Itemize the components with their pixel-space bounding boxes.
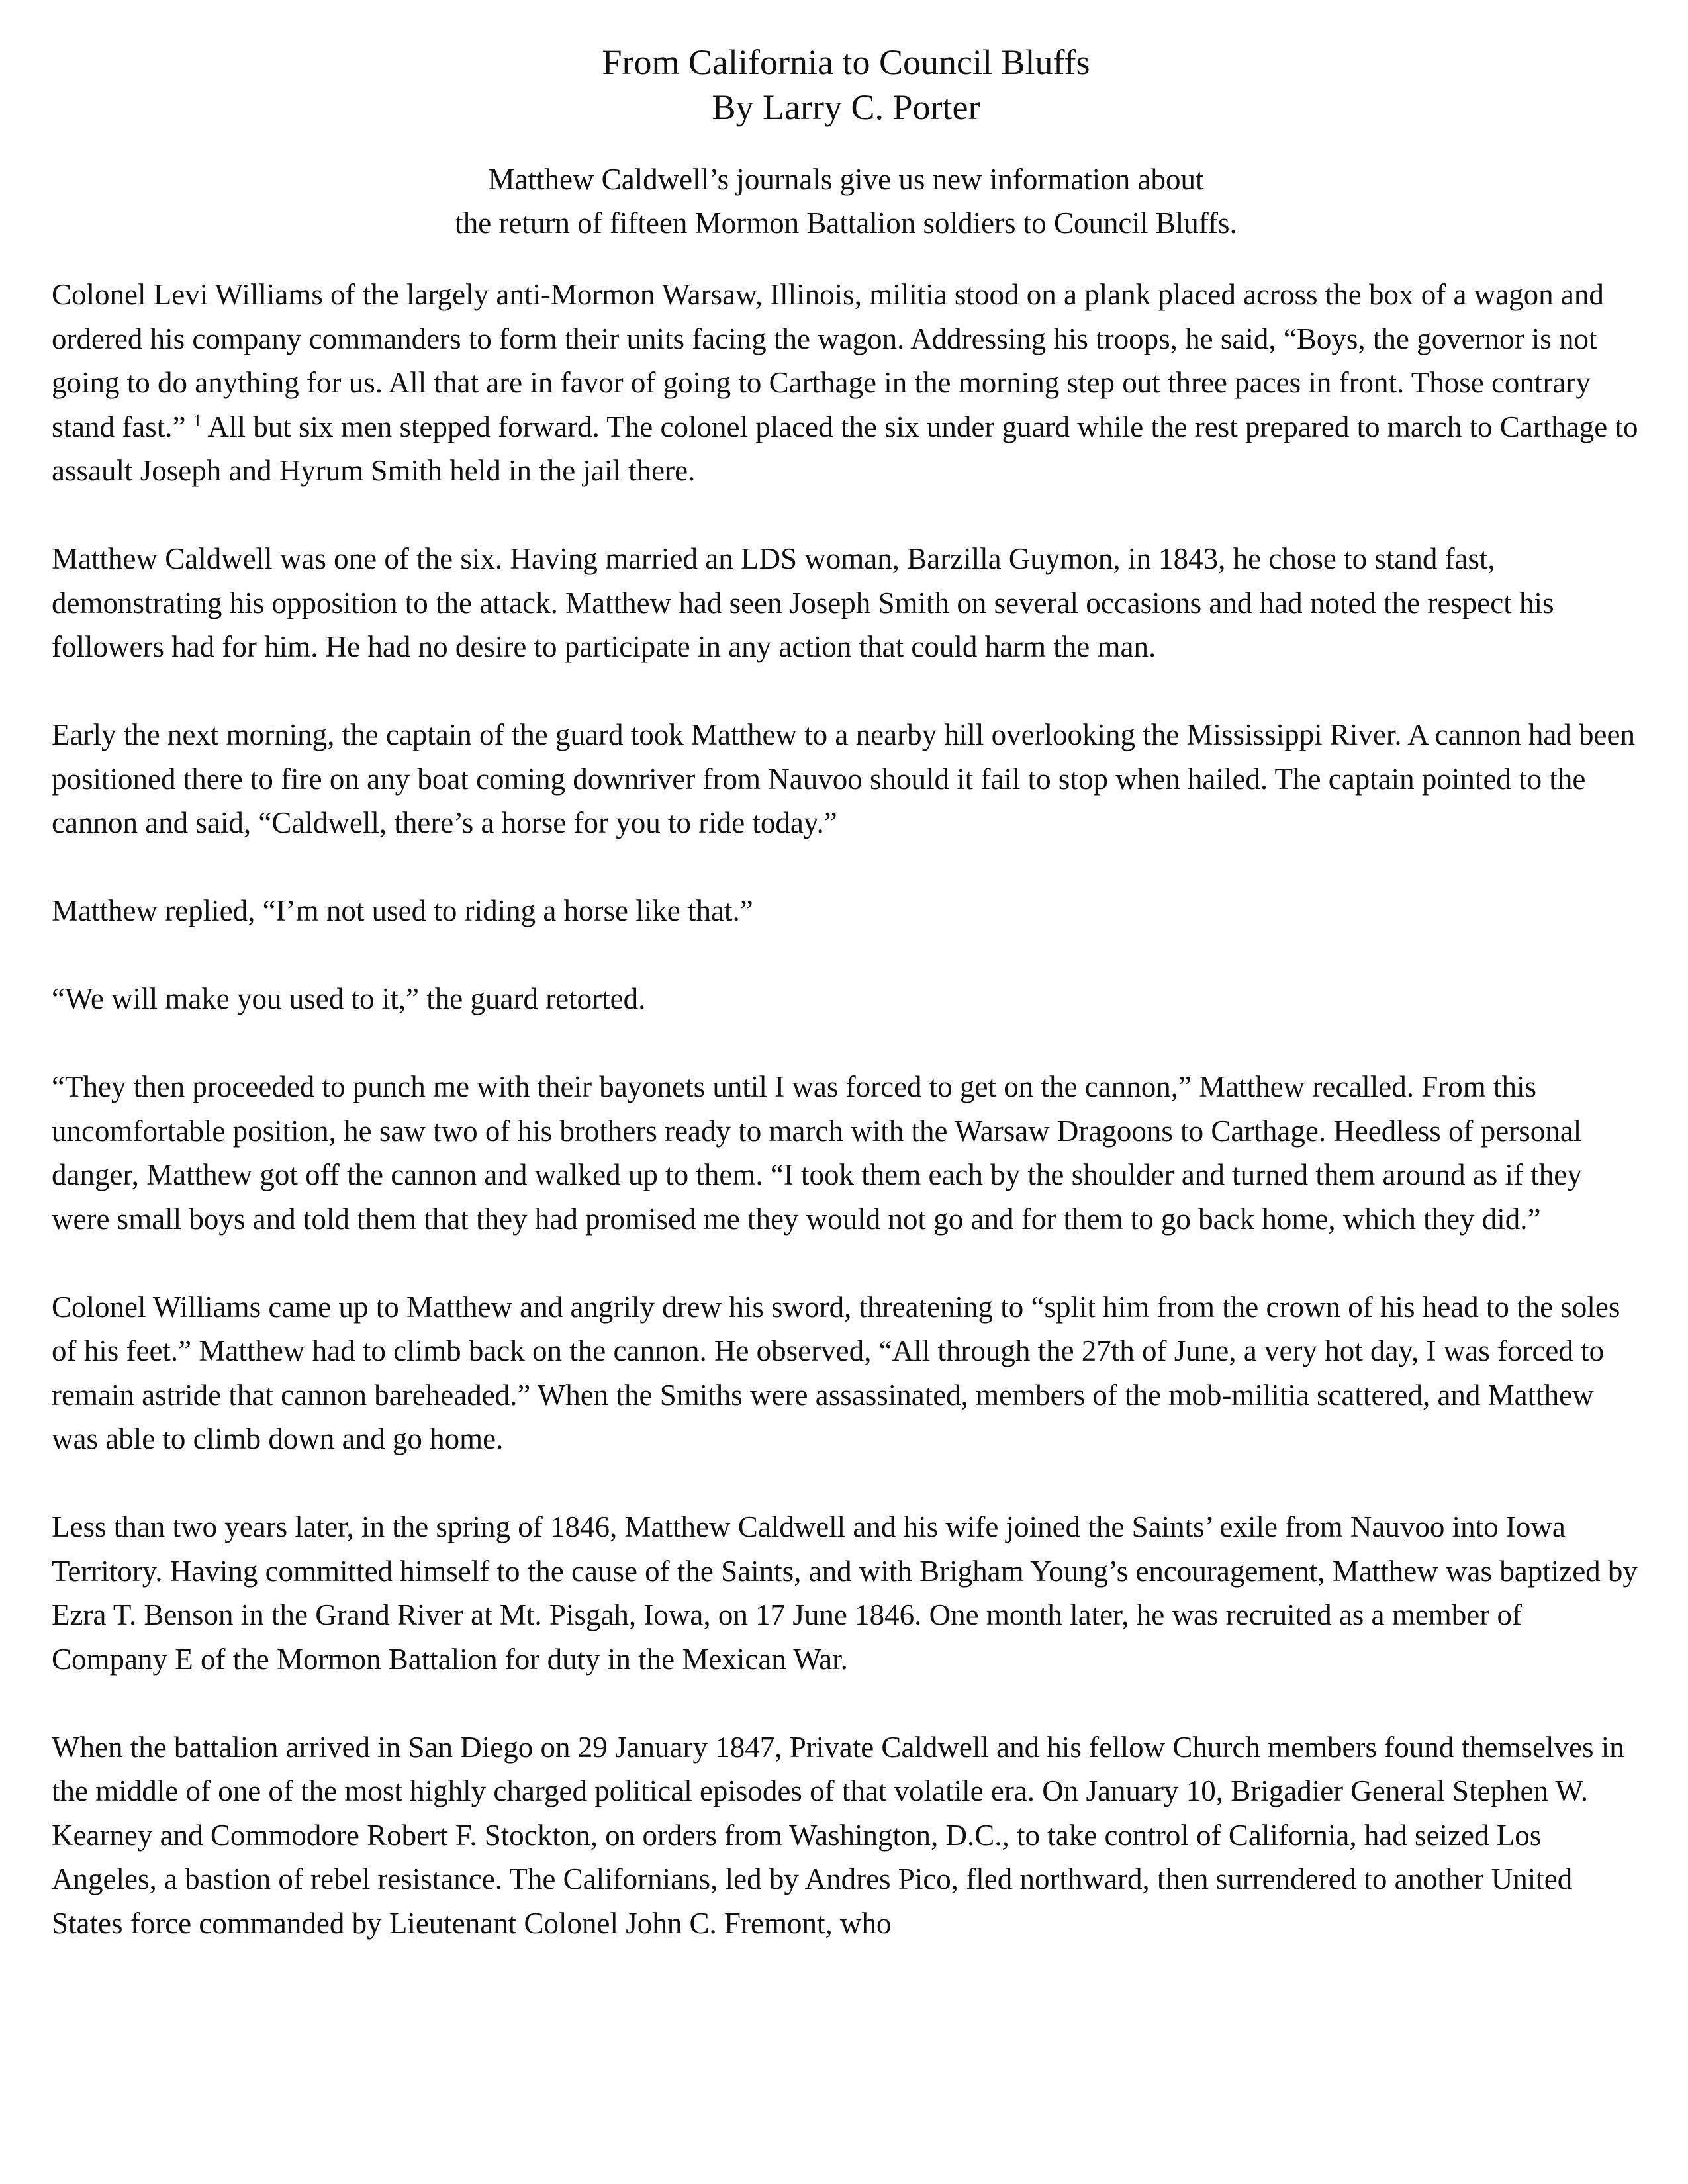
subtitle-block (52, 158, 1640, 245)
paragraph-3: Early the next morning, the captain of the guard took Matthew to a nearby hill overlooking the Mississippi River. A cannon had been positioned there to fire on any boat coming downriver from Nauvoo should it fail to stop when hailed. The captain pointed to the cannon and said, “Caldwell, there’s a horse for you to ride today.” (52, 718, 1635, 839)
subtitle-line-2: the return of fifteen Mormon Battalion soldiers to Council Bluffs. (455, 206, 1237, 240)
paragraph-8: Less than two years later, in the spring of 1846, Matthew Caldwell and his wife joined the Saints’ exile from Nauvoo into Iowa Territory. Having committed himself to the cause of the Saints, and with Brigham Young’s encouragement, Matthew was baptized by Ezra T. Benson in the Grand River at Mt. Pisgah, Iowa, on 17 June 1846. One month later, he was recruited as a member of Company E of the Mormon Battalion for duty in the Mexican War. (52, 1510, 1638, 1676)
author-byline: By Larry C. Porter (712, 87, 980, 127)
paragraph-1 (52, 273, 1640, 493)
subtitle-line-1: Matthew Caldwell’s journals give us new information about (488, 163, 1204, 196)
paragraph-1-text-a: Colonel Levi Williams of the largely anti-Mormon Warsaw, Illinois, militia stood on a plank placed across the box of a wagon and ordered his company commanders to form their units facing the wagon. Addressing his troops, he said, “Boys, the governor is not going to do anything for us. All that are in favor of going to Carthage in the morning step out three paces in front. Those contrary stand fast.” (52, 278, 1604, 443)
document-page (52, 40, 1640, 1989)
footnote-marker: 1 (193, 410, 202, 430)
article-body (52, 273, 1640, 1945)
title-block (52, 40, 1640, 130)
article-title: From California to Council Bluffs (602, 42, 1090, 82)
paragraph-9: When the battalion arrived in San Diego on 29 January 1847, Private Caldwell and his fellow Church members found themselves in the middle of one of the most highly charged political episodes of that volatile era. On January 10, Brigadier General Stephen W. Kearney and Commodore Robert F. Stockton, on orders from Washington, D.C., to take control of California, had seized Los Angeles, a bastion of rebel resistance. The Californians, led by Andres Pico, fled northward, then surrendered to another United States force commanded by Lieutenant Colonel John C. Fremont, who (52, 1730, 1624, 1940)
paragraph-1-text-b: All but six men stepped forward. The colonel placed the six under guard while the rest prepared to march to Carthage to assault Joseph and Hyrum Smith held in the jail there. (52, 410, 1638, 487)
paragraph-2: Matthew Caldwell was one of the six. Having married an LDS woman, Barzilla Guymon, in 1843, he chose to stand fast, demonstrating his opposition to the attack. Matthew had seen Joseph Smith on several occasions and had noted the respect his followers had for him. He had no desire to participate in any action that could harm the man. (52, 542, 1554, 663)
paragraph-5: “We will make you used to it,” the guard retorted. (52, 982, 646, 1015)
paragraph-7: Colonel Williams came up to Matthew and angrily drew his sword, threatening to “split him from the crown of his head to the soles of his feet.” Matthew had to climb back on the cannon. He observed, “All through the 27th of June, a very hot day, I was forced to remain astride that cannon bareheaded.” When the Smiths were assassinated, members of the mob-militia scattered, and Matthew was able to climb down and go home. (52, 1290, 1620, 1455)
paragraph-6: “They then proceeded to punch me with their bayonets until I was forced to get on the cannon,” Matthew recalled. From this uncomfortable position, he saw two of his brothers ready to march with the Warsaw Dragoons to Carthage. Heedless of personal danger, Matthew got off the cannon and walked up to them. “I took them each by the shoulder and turned them around as if they were small boys and told them that they had promised me they would not go and for them to go back home, which they did.” (52, 1070, 1582, 1236)
paragraph-4: Matthew replied, “I’m not used to riding a horse like that.” (52, 894, 753, 927)
